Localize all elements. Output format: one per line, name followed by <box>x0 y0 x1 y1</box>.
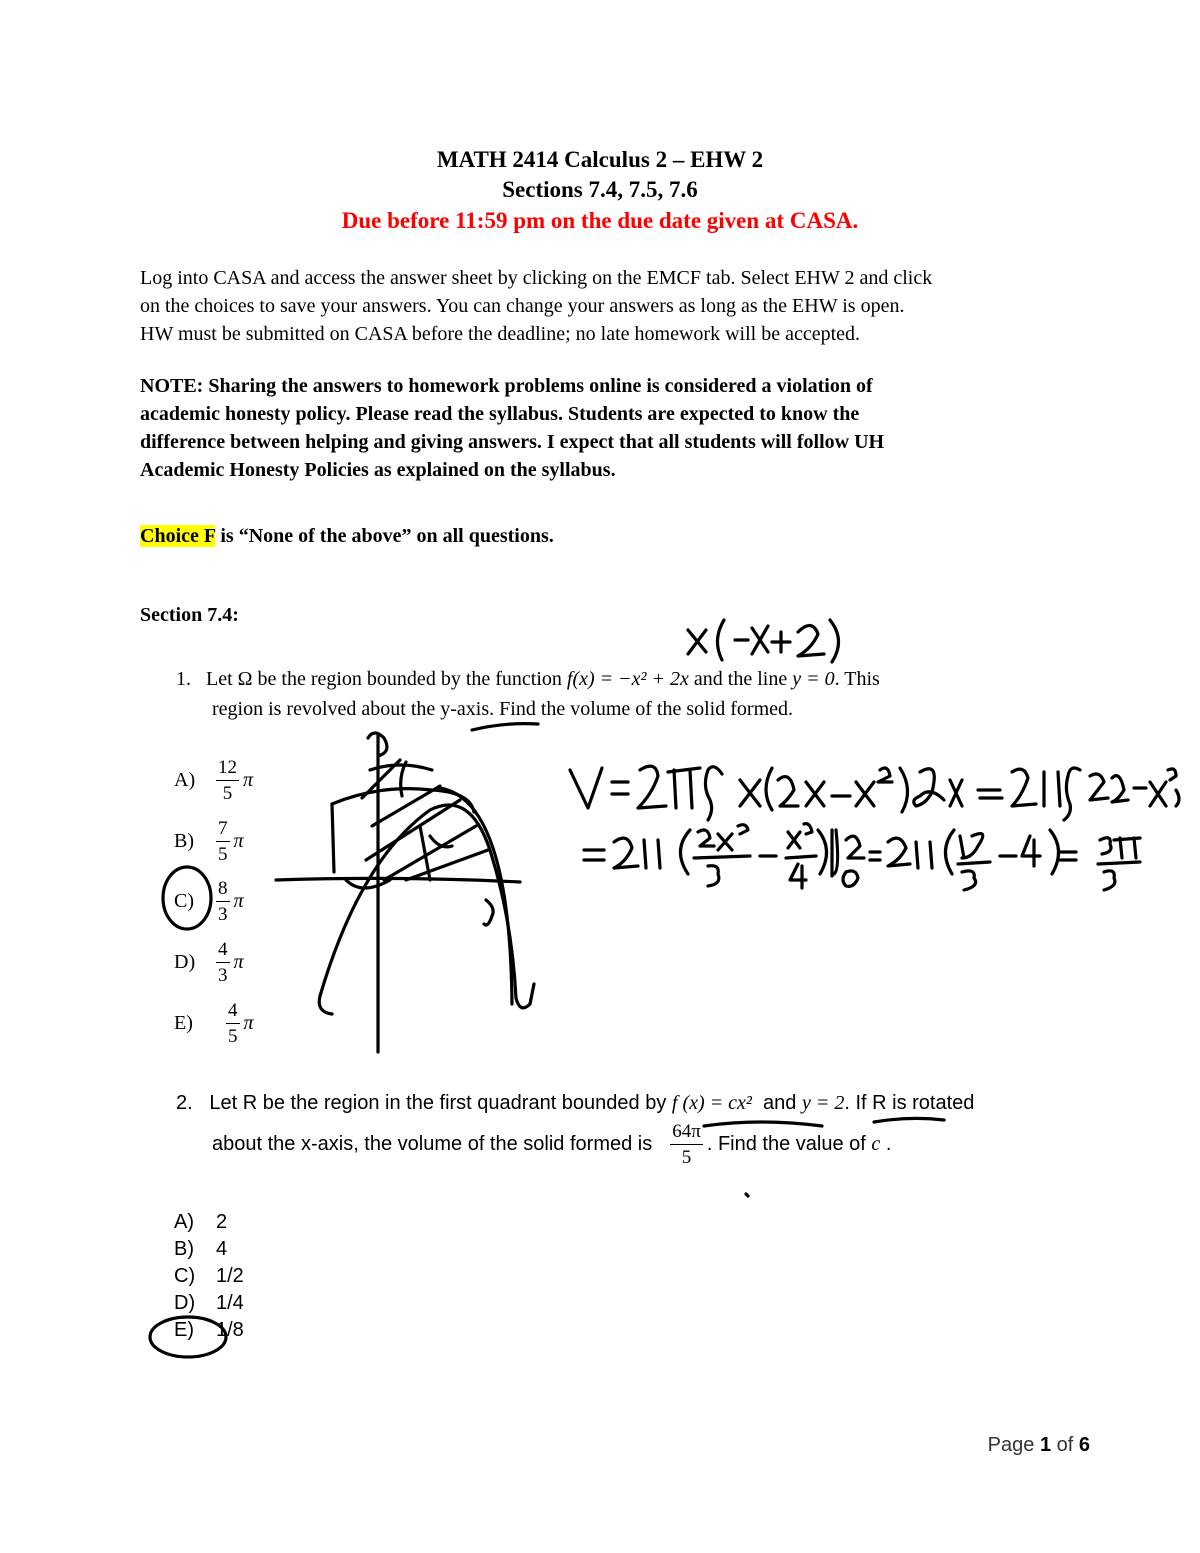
choice-f-highlight: Choice F <box>140 525 216 547</box>
section-heading: Section 7.4: <box>140 604 239 626</box>
doc-sections: Sections 7.4, 7.5, 7.6 <box>502 177 698 202</box>
due-notice: Due before 11:59 pm on the due date given at CASA. <box>341 208 859 233</box>
q1-choice-e[interactable] <box>174 995 254 1051</box>
q1-choice-b[interactable] <box>174 813 244 869</box>
q1-text-d: . This <box>834 668 880 690</box>
choice-f-note <box>140 522 1100 550</box>
q1-function: f(x) = −x² + 2x <box>566 668 689 690</box>
choice-fraction: $\frac{4}{5}$ <box>228 999 238 1047</box>
q2-choice-a[interactable]: A) 2 <box>174 1211 228 1233</box>
q2-choice-b[interactable]: B) 4 <box>174 1238 228 1260</box>
question-1 <box>176 664 1076 724</box>
q1-choice-a[interactable] <box>174 752 253 808</box>
q2-number: 2. <box>176 1092 193 1114</box>
q2-text-b: and <box>763 1092 797 1114</box>
choice-label: A) <box>174 768 196 791</box>
q1-choice-d[interactable] <box>174 934 244 990</box>
q1-text-b: be the region bounded by the function <box>257 668 562 690</box>
note-line-2: academic honesty policy. Please read the syllabus. Students are expected to know the <box>140 403 860 425</box>
pi-symbol: π <box>233 950 244 973</box>
q2-choice-c[interactable]: C) 1/2 <box>174 1265 244 1287</box>
q2-text-f: . <box>885 1133 892 1155</box>
q2-choice-e[interactable]: E) 1/8 <box>174 1319 244 1341</box>
q1-number: 1. <box>176 668 191 690</box>
note-line-1: NOTE: Sharing the answers to homework problems online is considered a violation of <box>140 375 873 397</box>
question-2 <box>176 1088 1136 1167</box>
q1-line-2: region is revolved about the y-axis. Find the volume of the solid formed. <box>212 698 793 720</box>
choice-fraction: $\frac{12}{5}$ <box>218 756 237 804</box>
instructions <box>140 264 1100 348</box>
q2-text-d: about the x-axis, the volume of the solid formed is <box>212 1133 653 1155</box>
q2-choice-d[interactable]: D) 1/4 <box>174 1292 244 1314</box>
q2-volume-fraction: $\frac{64\pi}{5}$ <box>672 1121 701 1168</box>
q2-line: y = 2 <box>801 1092 845 1114</box>
q1-choice-c[interactable] <box>174 873 244 929</box>
choice-label: B) <box>174 829 194 852</box>
q1-omega: Ω <box>237 668 253 690</box>
choice-label: D) <box>174 950 196 973</box>
doc-title: MATH 2414 Calculus 2 – EHW 2 <box>436 147 764 172</box>
pi-symbol: π <box>243 768 254 791</box>
choice-fraction: $\frac{8}{3}$ <box>218 877 228 925</box>
q2-text-e: . Find the value of <box>706 1133 866 1155</box>
pi-symbol: π <box>243 1011 254 1034</box>
page-indicator: Page 1 of 6 <box>987 1434 1090 1456</box>
q2-text-a: Let R be the region in the first quadrant bounded by <box>209 1092 667 1114</box>
q1-text-a: Let <box>206 668 233 690</box>
choice-f-text: is “None of the above” on all questions. <box>215 525 554 547</box>
note-line-3: difference between helping and giving answers. I expect that all students will follow UH <box>140 431 885 453</box>
instructions-line-1: Log into CASA and access the answer sheet by clicking on the EMCF tab. Select EHW 2 and click <box>140 267 933 289</box>
choice-fraction: $\frac{7}{5}$ <box>218 817 228 865</box>
q1-line: y = 0 <box>792 668 835 690</box>
choice-label: C) <box>174 889 194 912</box>
pi-symbol: π <box>233 829 244 852</box>
q1-text-c: and the line <box>693 668 788 690</box>
q2-function: f (x) = cx² <box>671 1092 752 1114</box>
choice-label: E) <box>174 1011 193 1034</box>
pi-symbol: π <box>233 889 244 912</box>
choice-fraction: $\frac{4}{3}$ <box>218 938 228 986</box>
q2-variable: c <box>871 1133 881 1155</box>
instructions-line-3: HW must be submitted on CASA before the deadline; no late homework will be accepted. <box>140 323 861 345</box>
q2-text-c: . If R is rotated <box>844 1092 975 1114</box>
honesty-note <box>140 372 1100 484</box>
note-line-4: Academic Honesty Policies as explained on the syllabus. <box>140 459 616 481</box>
instructions-line-2: on the choices to save your answers. You can change your answers as long as the EHW is open. <box>140 295 905 317</box>
